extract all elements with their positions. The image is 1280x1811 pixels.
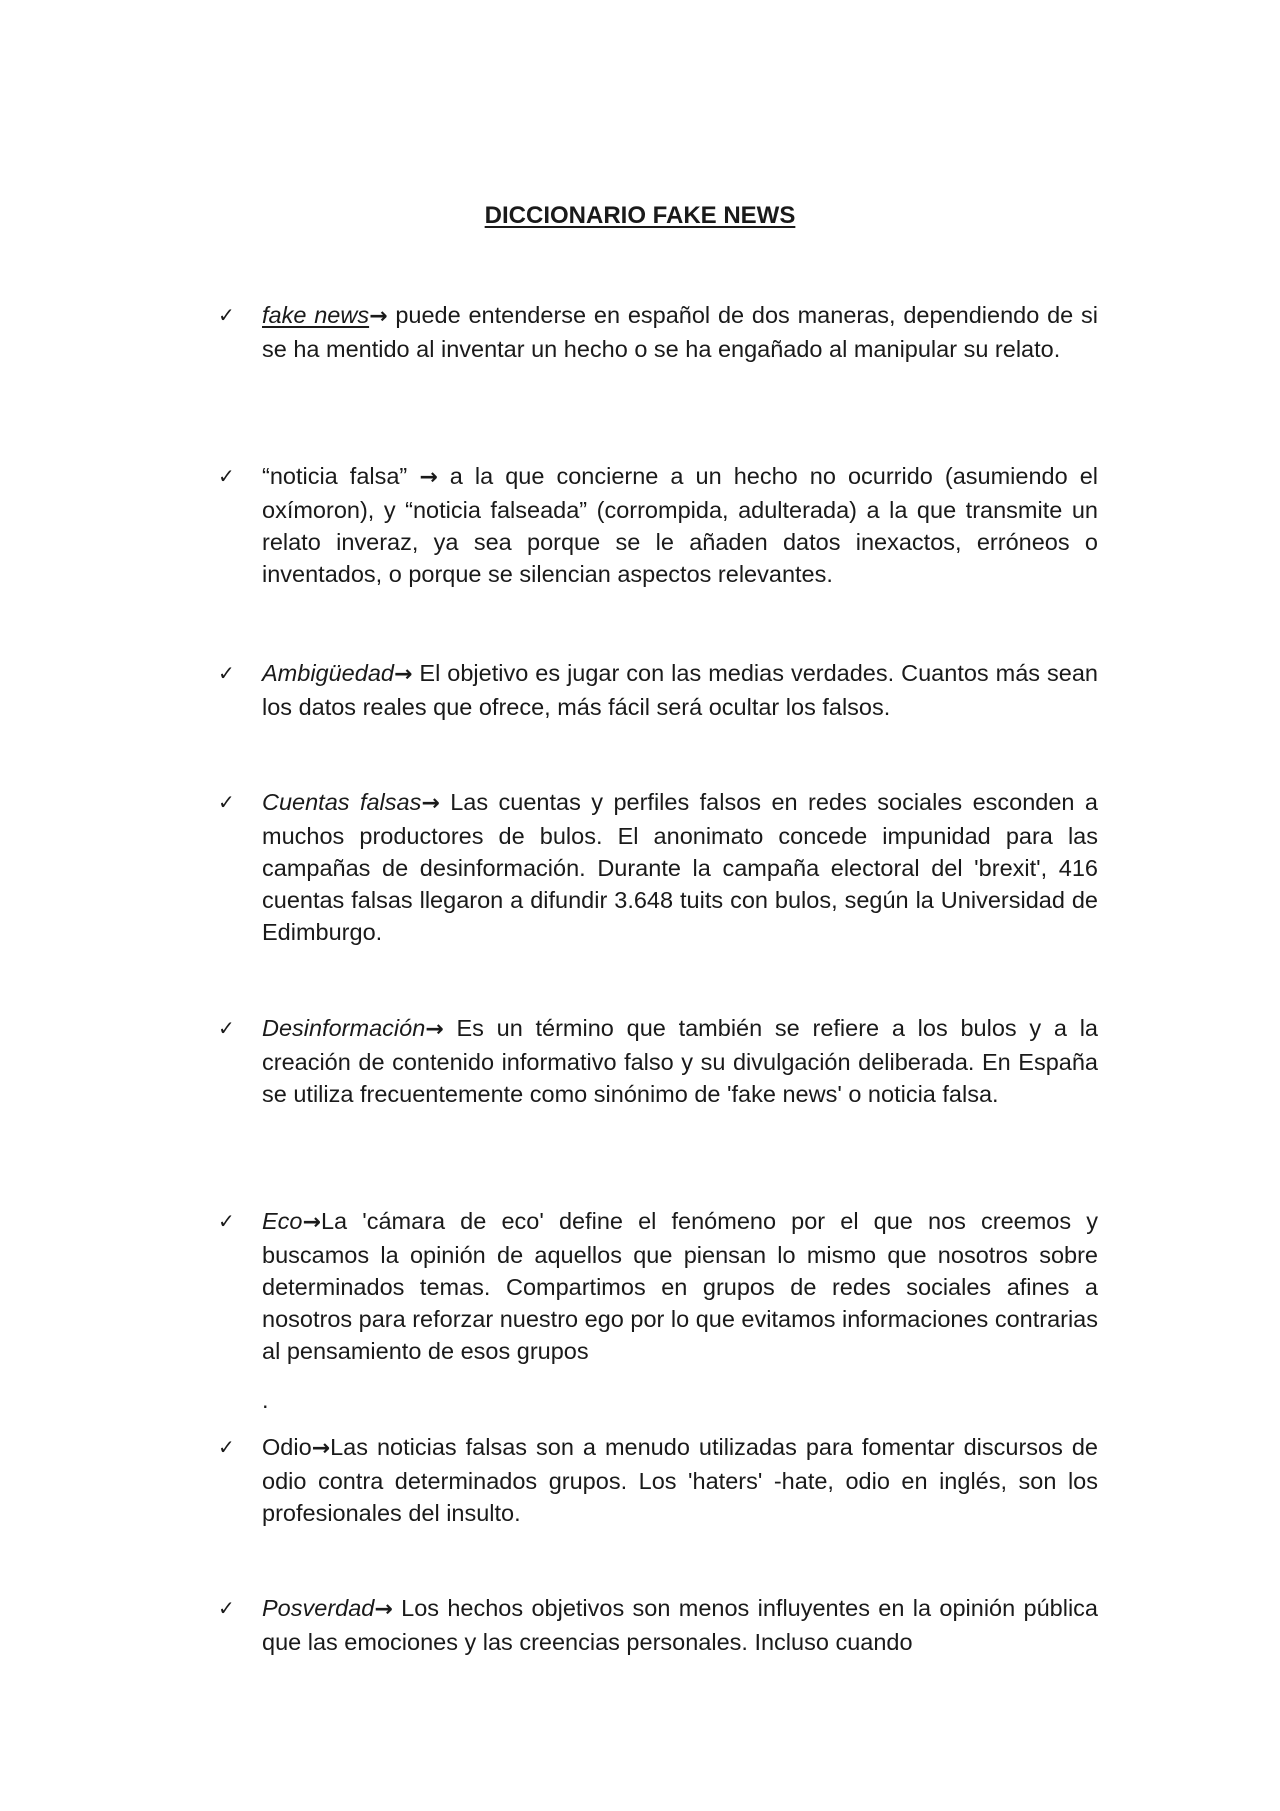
entry-term: “noticia falsa” [262,463,408,489]
entry-text [262,1012,1098,1110]
check-mark-icon: ✓ [218,1209,235,1233]
entry-definition: puede entenderse en español de dos maneras, dependiendo de si se ha mentido al inventar un hecho o se ha engañado al manipular su relato. [262,302,1099,362]
check-mark-icon: ✓ [218,1596,235,1620]
entry-term: fake news [262,302,370,328]
right-arrow-icon: → [374,1597,393,1622]
check-mark-icon: ✓ [218,1435,235,1459]
check-mark-icon: ✓ [218,790,235,814]
right-arrow-icon: → [369,304,388,329]
entry-term: Posverdad [262,1595,375,1621]
right-arrow-icon: → [419,465,438,490]
entry-text [262,657,1098,723]
check-mark-icon: ✓ [218,1016,235,1040]
check-mark-icon: ✓ [218,303,235,327]
entry-definition: Es un término que también se refiere a los bulos y a la creación de contenido informativo falso y su divulgación deliberada. En España se utiliza frecuentemente como sinónimo de 'fake news' o noticia falsa. [262,1015,1098,1107]
right-arrow-icon: → [421,791,440,816]
check-mark-icon: ✓ [218,464,235,488]
right-arrow-icon: → [393,662,413,687]
entry-text [262,1592,1098,1658]
entry-text [262,786,1098,948]
entry-definition: a la que concierne a un hecho no ocurrido (asumiendo el oxímoron), y “noticia falseada” (corrompida, adulterada) a la que transmite un relato inveraz, ya sea porque se le añaden datos inexactos, erróneos o inventados, o porque se silencian aspectos relevantes. [262,463,1099,587]
entry-text [262,1205,1098,1367]
entry-term: Cuentas falsas [262,789,422,815]
entry-definition: La 'cámara de eco' define el fenómeno por el que nos creemos y buscamos la opinión de aquellos que piensan lo mismo que nosotros sobre determinados temas. Compartimos en grupos de redes sociales afines a nosotros para reforzar nuestro ego por lo que evitamos informaciones contrarias al pensamiento de esos grupos [262,1208,1098,1364]
entry-term: Odio [262,1434,312,1460]
check-mark-icon: ✓ [218,661,235,685]
right-arrow-icon: → [302,1210,321,1235]
document-title: DICCIONARIO FAKE NEWS [484,202,796,229]
entry-definition: El objetivo es jugar con las medias verdades. Cuantos más sean los datos reales que ofrece, más fácil será ocultar los falsos. [262,660,1098,720]
entry-definition: Las noticias falsas son a menudo utilizadas para fomentar discursos de odio contra determinados grupos. Los 'haters' -hate, odio en inglés, son los profesionales del insulto. [262,1434,1098,1526]
entry-text [262,460,1098,590]
right-arrow-icon: → [425,1017,444,1042]
entry-term: Desinformación [262,1015,426,1041]
entry-definition: Las cuentas y perfiles falsos en redes sociales esconden a muchos productores de bulos. El anonimato concede impunidad para las campañas de desinformación. Durante la campaña electoral del 'brexit', 416 cuentas falsas llegaron a difundir 3.648 tuits con bulos, según la Universidad de Edimburgo. [262,789,1098,945]
right-arrow-icon: → [311,1436,331,1461]
entry-definition: Los hechos objetivos son menos influyentes en la opinión pública que las emociones y las creencias personales. Incluso cuando [262,1595,1098,1655]
entry-text [262,299,1098,365]
entry-text [262,1431,1098,1529]
entry-term: Ambigüedad [262,660,394,686]
stray-period: . [262,1387,269,1413]
entry-term: Eco [262,1208,303,1234]
